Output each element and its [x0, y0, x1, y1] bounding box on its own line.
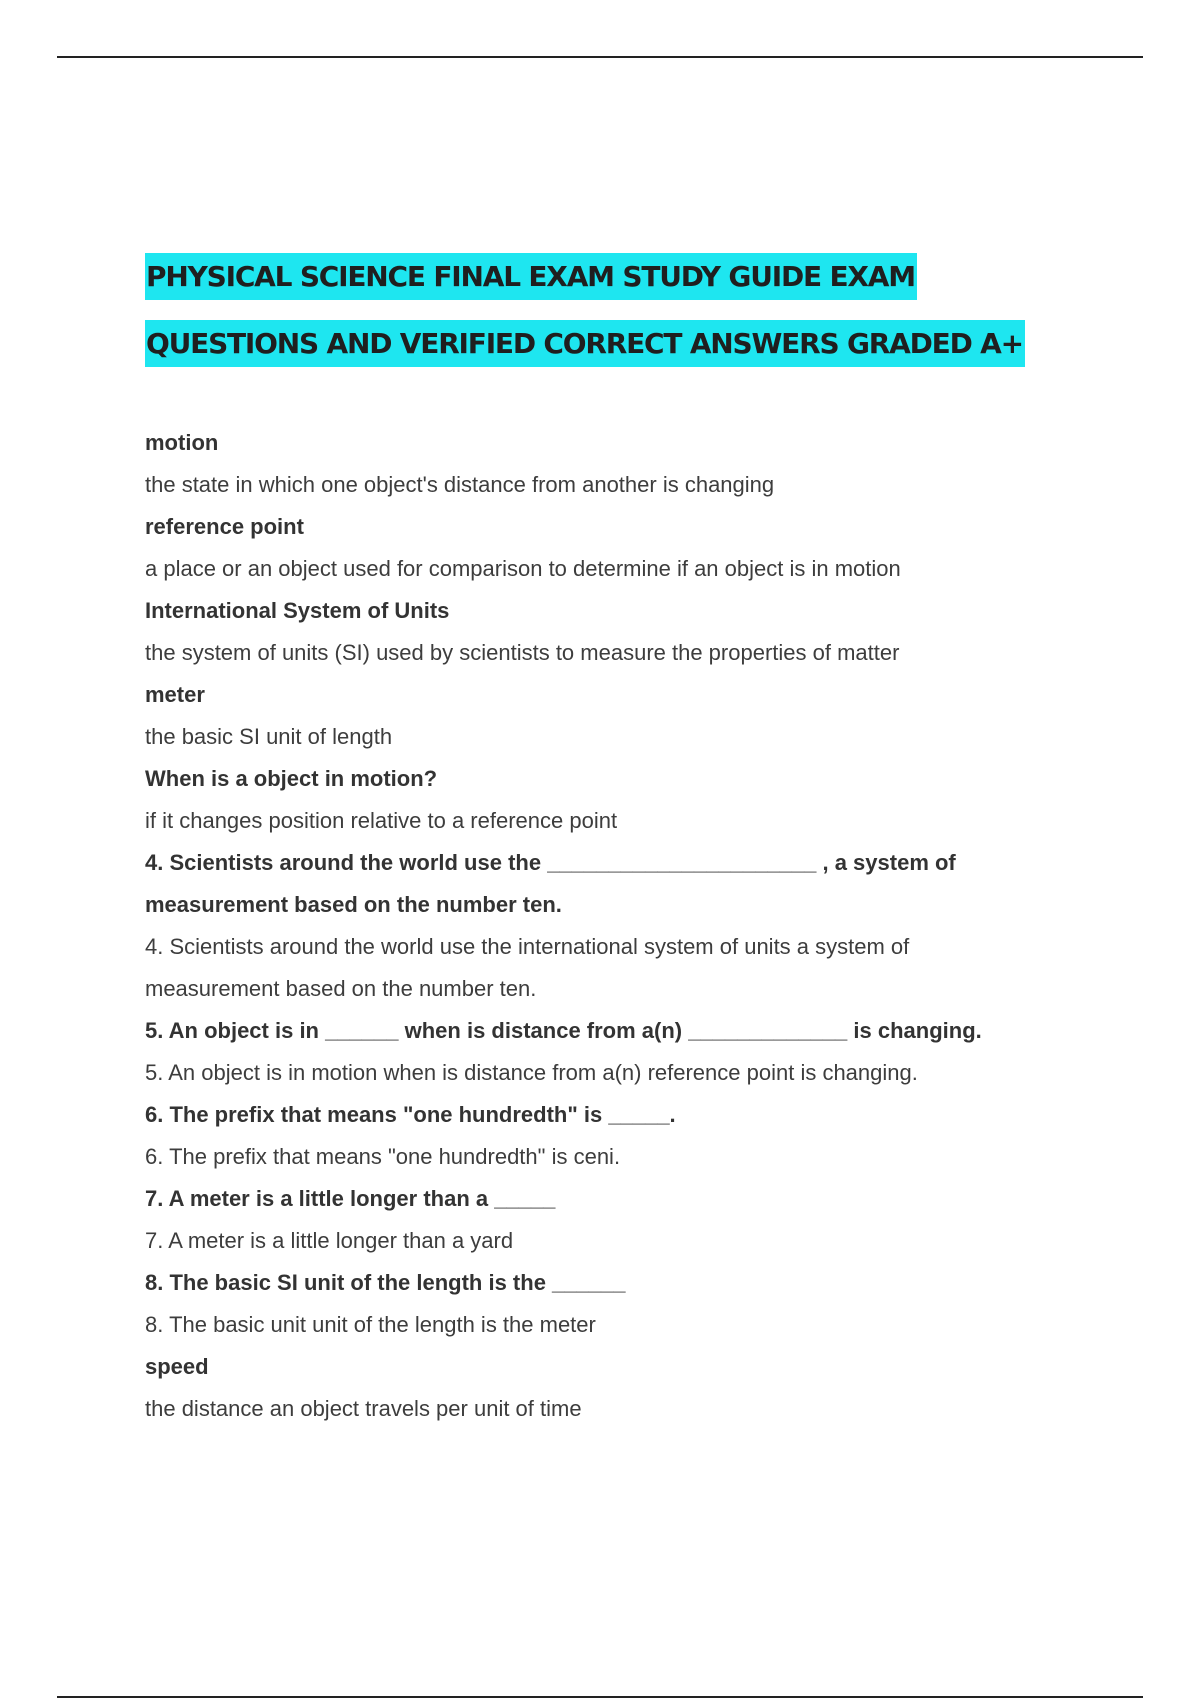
- definition-text: the state in which one object's distance from another is changing: [145, 472, 775, 497]
- answer-text: 5. An object is in motion when is distance from a(n) reference point is changing.: [145, 1060, 918, 1085]
- question-text: 4. Scientists around the world use the ______________________ , a system of: [145, 850, 956, 875]
- answer-text: 6. The prefix that means "one hundredth" is ceni.: [145, 1144, 621, 1169]
- question-text: 7. A meter is a little longer than a _____: [145, 1186, 556, 1211]
- definition-text: if it changes position relative to a reference point: [145, 808, 618, 833]
- question-text: measurement based on the number ten.: [145, 892, 562, 917]
- term-text: meter: [145, 682, 205, 707]
- bottom-rule: [57, 1696, 1143, 1698]
- term-text: speed: [145, 1354, 209, 1379]
- definition-text: the distance an object travels per unit of time: [145, 1396, 582, 1421]
- definition-text: the system of units (SI) used by scientists to measure the properties of matter: [145, 640, 900, 665]
- title-line-text: QUESTIONS AND VERIFIED CORRECT ANSWERS GRADED A+: [145, 320, 1025, 367]
- title-line: [145, 320, 1145, 387]
- study-guide-body: [145, 422, 1095, 1430]
- question-text: 8. The basic SI unit of the length is the ______: [145, 1270, 626, 1295]
- term-text: International System of Units: [145, 598, 450, 623]
- top-rule: [57, 56, 1143, 58]
- question-text: 5. An object is in ______ when is distance from a(n) _____________ is changing.: [145, 1018, 982, 1043]
- definition-text: a place or an object used for comparison to determine if an object is in motion: [145, 556, 901, 581]
- answer-text: measurement based on the number ten.: [145, 976, 537, 1001]
- document-title: [145, 253, 1145, 387]
- term-text: reference point: [145, 514, 304, 539]
- title-line-text: PHYSICAL SCIENCE FINAL EXAM STUDY GUIDE EXAM: [145, 253, 917, 300]
- term-text: motion: [145, 430, 219, 455]
- answer-text: 7. A meter is a little longer than a yard: [145, 1228, 514, 1253]
- question-text: 6. The prefix that means "one hundredth" is _____.: [145, 1102, 676, 1127]
- answer-text: 8. The basic unit unit of the length is the meter: [145, 1312, 596, 1337]
- answer-text: 4. Scientists around the world use the international system of units a system of: [145, 934, 910, 959]
- definition-text: the basic SI unit of length: [145, 724, 393, 749]
- title-line: [145, 253, 1145, 320]
- term-text: When is a object in motion?: [145, 766, 438, 791]
